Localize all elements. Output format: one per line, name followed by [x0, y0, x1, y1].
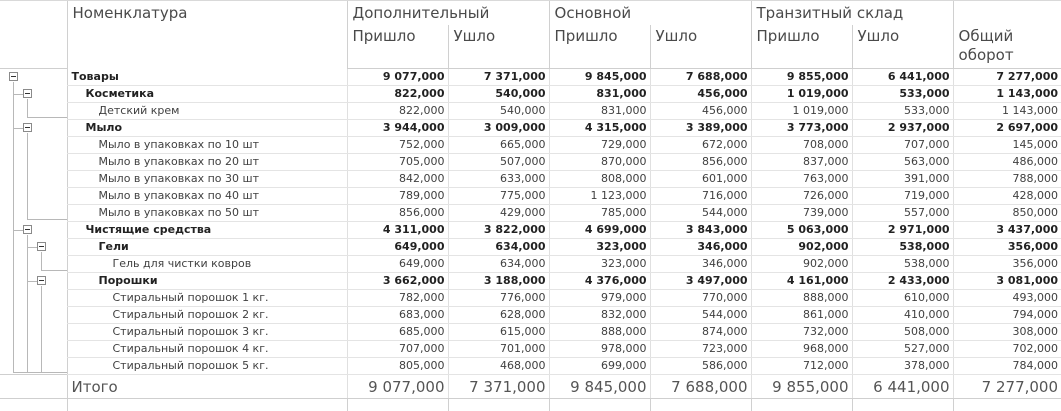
tree-header-corner [0, 1, 67, 25]
row-name: Стиральный порошок 1 кг. [67, 290, 347, 307]
cell-transit-out: 391,000 [852, 171, 953, 188]
cell-additional-in: 782,000 [347, 290, 448, 307]
tree-line [41, 252, 42, 270]
row-name: Мыло в упаковках по 10 шт [67, 137, 347, 154]
tree-gutter [0, 375, 67, 399]
cell-main-out: 3 497,000 [650, 273, 751, 290]
cell-main-in: 888,000 [549, 324, 650, 341]
cell-main-in: 832,000 [549, 307, 650, 324]
cell-transit-out: 508,000 [852, 324, 953, 341]
cell-transit-out: 2 937,000 [852, 120, 953, 137]
cell-main-out: 456,000 [650, 103, 751, 120]
collapse-toggle-icon[interactable] [9, 72, 18, 81]
cell-additional-in: 789,000 [347, 188, 448, 205]
tree-gutter [0, 154, 67, 171]
table-row[interactable] [0, 307, 1061, 324]
cell-transit-in: 902,000 [751, 239, 852, 256]
cell-total-turnover: 356,000 [953, 256, 1061, 273]
cell-additional-out: 540,000 [448, 103, 549, 120]
cell-transit-in: 4 161,000 [751, 273, 852, 290]
cell-additional-in: 707,000 [347, 341, 448, 358]
cell-transit-out: 2 971,000 [852, 222, 953, 239]
cell-total-turnover: 308,000 [953, 324, 1061, 341]
cell-transit-in: 712,000 [751, 358, 852, 375]
cell-transit-out: 538,000 [852, 256, 953, 273]
column-header-total-turnover[interactable]: Общий оборот [953, 25, 1061, 69]
cell-additional-out: 429,000 [448, 205, 549, 222]
total-cell-main-in: 9 845,000 [549, 375, 650, 399]
cell-main-out: 346,000 [650, 239, 751, 256]
row-name: Косметика [67, 86, 347, 103]
tree-line [41, 270, 67, 271]
cell-additional-out: 468,000 [448, 358, 549, 375]
cell-main-in: 785,000 [549, 205, 650, 222]
column-header-group-transit[interactable]: Транзитный склад [751, 1, 953, 25]
table-row[interactable] [0, 103, 1061, 120]
cell-transit-in: 861,000 [751, 307, 852, 324]
column-header-additional-in[interactable]: Пришло [347, 25, 448, 69]
cell-transit-in: 968,000 [751, 341, 852, 358]
cell-additional-in: 3 662,000 [347, 273, 448, 290]
cell-additional-out: 665,000 [448, 137, 549, 154]
cell-transit-in: 902,000 [751, 256, 852, 273]
cell-main-out: 601,000 [650, 171, 751, 188]
cell-total-turnover: 1 143,000 [953, 103, 1061, 120]
row-name: Мыло в упаковках по 40 шт [67, 188, 347, 205]
cell-transit-out: 707,000 [852, 137, 953, 154]
cell-total-turnover: 356,000 [953, 239, 1061, 256]
table-row[interactable] [0, 154, 1061, 171]
row-name: Мыло [67, 120, 347, 137]
cell-additional-in: 822,000 [347, 86, 448, 103]
cell-additional-in: 683,000 [347, 307, 448, 324]
cell-main-out: 770,000 [650, 290, 751, 307]
cell-transit-out: 410,000 [852, 307, 953, 324]
cell-transit-in: 739,000 [751, 205, 852, 222]
cell-transit-in: 837,000 [751, 154, 852, 171]
column-header-nomenclature[interactable]: Номенклатура [67, 1, 347, 69]
cell-transit-in: 5 063,000 [751, 222, 852, 239]
cell-transit-in: 3 773,000 [751, 120, 852, 137]
column-header-transit-out[interactable]: Ушло [852, 25, 953, 69]
cell-transit-out: 719,000 [852, 188, 953, 205]
tree-line [27, 117, 67, 118]
table-row[interactable] [0, 239, 1061, 256]
cell-main-out: 586,000 [650, 358, 751, 375]
total-row [0, 375, 1061, 399]
cell-total-turnover: 788,000 [953, 171, 1061, 188]
tree-line [41, 372, 67, 373]
cell-additional-out: 615,000 [448, 324, 549, 341]
total-cell-total-turnover: 7 277,000 [953, 375, 1061, 399]
tree-gutter [0, 137, 67, 154]
cell-main-in: 4 315,000 [549, 120, 650, 137]
total-cell-transit-in: 9 855,000 [751, 375, 852, 399]
table-row[interactable] [0, 86, 1061, 103]
table-row[interactable] [0, 69, 1061, 86]
cell-transit-out: 538,000 [852, 239, 953, 256]
column-header-total-spacer [953, 1, 1061, 25]
column-header-additional-out[interactable]: Ушло [448, 25, 549, 69]
row-name: Гели [67, 239, 347, 256]
cell-total-turnover: 702,000 [953, 341, 1061, 358]
cell-main-out: 672,000 [650, 137, 751, 154]
table-row[interactable] [0, 290, 1061, 307]
cell-main-in: 1 123,000 [549, 188, 650, 205]
cell-main-out: 3 389,000 [650, 120, 751, 137]
tree-line [13, 94, 23, 95]
cell-transit-in: 1 019,000 [751, 86, 852, 103]
tree-line [27, 281, 37, 282]
total-cell-additional-out: 7 371,000 [448, 375, 549, 399]
tree-gutter [0, 222, 67, 239]
cell-transit-out: 557,000 [852, 205, 953, 222]
collapse-toggle-icon[interactable] [23, 225, 32, 234]
tree-gutter [0, 171, 67, 188]
cell-additional-out: 7 371,000 [448, 69, 549, 86]
cell-main-in: 808,000 [549, 171, 650, 188]
cell-total-turnover: 3 437,000 [953, 222, 1061, 239]
cell-main-in: 699,000 [549, 358, 650, 375]
cell-additional-in: 842,000 [347, 171, 448, 188]
cell-additional-out: 634,000 [448, 239, 549, 256]
cell-main-in: 9 845,000 [549, 69, 650, 86]
cell-additional-in: 705,000 [347, 154, 448, 171]
cell-main-in: 870,000 [549, 154, 650, 171]
collapse-toggle-icon[interactable] [23, 123, 32, 132]
cell-main-out: 874,000 [650, 324, 751, 341]
total-cell-additional-in: 9 077,000 [347, 375, 448, 399]
tree-gutter [0, 120, 67, 137]
cell-main-in: 831,000 [549, 86, 650, 103]
tree-line [27, 99, 28, 117]
tree-gutter [0, 86, 67, 103]
table-row[interactable] [0, 256, 1061, 273]
row-name: Гель для чистки ковров [67, 256, 347, 273]
collapse-toggle-icon[interactable] [37, 276, 46, 285]
collapse-toggle-icon[interactable] [23, 89, 32, 98]
table-row[interactable] [0, 171, 1061, 188]
cell-additional-in: 649,000 [347, 256, 448, 273]
cell-additional-in: 9 077,000 [347, 69, 448, 86]
cell-main-out: 544,000 [650, 205, 751, 222]
cell-additional-out: 775,000 [448, 188, 549, 205]
cell-additional-in: 752,000 [347, 137, 448, 154]
cell-total-turnover: 2 697,000 [953, 120, 1061, 137]
tree-gutter [0, 341, 67, 358]
tree-header-corner-lower [0, 25, 67, 69]
tree-line [13, 230, 23, 231]
tree-line [13, 128, 23, 129]
cell-additional-out: 540,000 [448, 86, 549, 103]
column-header-main-in[interactable]: Пришло [549, 25, 650, 69]
cell-total-turnover: 850,000 [953, 205, 1061, 222]
cell-main-out: 716,000 [650, 188, 751, 205]
column-header-group-main[interactable]: Основной [549, 1, 751, 25]
cell-transit-out: 2 433,000 [852, 273, 953, 290]
cell-total-turnover: 493,000 [953, 290, 1061, 307]
cell-main-out: 456,000 [650, 86, 751, 103]
tree-line [27, 235, 28, 372]
cell-total-turnover: 145,000 [953, 137, 1061, 154]
table-row[interactable] [0, 358, 1061, 375]
cell-transit-in: 9 855,000 [751, 69, 852, 86]
cell-total-turnover: 3 081,000 [953, 273, 1061, 290]
cell-transit-in: 732,000 [751, 324, 852, 341]
cell-main-in: 978,000 [549, 341, 650, 358]
cell-additional-in: 685,000 [347, 324, 448, 341]
cell-transit-in: 888,000 [751, 290, 852, 307]
column-header-group-additional[interactable]: Дополнительный [347, 1, 549, 25]
tree-line [27, 219, 67, 220]
cell-additional-out: 776,000 [448, 290, 549, 307]
cell-additional-out: 3 009,000 [448, 120, 549, 137]
total-cell-transit-out: 6 441,000 [852, 375, 953, 399]
cell-additional-out: 3 822,000 [448, 222, 549, 239]
cell-additional-out: 628,000 [448, 307, 549, 324]
cell-additional-out: 701,000 [448, 341, 549, 358]
table-row[interactable] [0, 205, 1061, 222]
cell-additional-out: 633,000 [448, 171, 549, 188]
cell-main-out: 723,000 [650, 341, 751, 358]
cell-transit-in: 763,000 [751, 171, 852, 188]
cell-main-in: 323,000 [549, 239, 650, 256]
table-row[interactable] [0, 341, 1061, 358]
cell-additional-out: 3 188,000 [448, 273, 549, 290]
table-row[interactable] [0, 324, 1061, 341]
cell-transit-in: 708,000 [751, 137, 852, 154]
table-row[interactable] [0, 273, 1061, 290]
tree-gutter [0, 188, 67, 205]
cell-total-turnover: 428,000 [953, 188, 1061, 205]
row-name: Стиральный порошок 5 кг. [67, 358, 347, 375]
table-row[interactable] [0, 222, 1061, 239]
cell-total-turnover: 1 143,000 [953, 86, 1061, 103]
cell-additional-out: 634,000 [448, 256, 549, 273]
cell-additional-in: 805,000 [347, 358, 448, 375]
row-name: Товары [67, 69, 347, 86]
cell-total-turnover: 794,000 [953, 307, 1061, 324]
cell-main-out: 3 843,000 [650, 222, 751, 239]
cell-main-out: 856,000 [650, 154, 751, 171]
row-name: Мыло в упаковках по 30 шт [67, 171, 347, 188]
table-row[interactable] [0, 120, 1061, 137]
cell-main-out: 346,000 [650, 256, 751, 273]
cell-transit-out: 610,000 [852, 290, 953, 307]
cell-transit-out: 378,000 [852, 358, 953, 375]
row-name: Стиральный порошок 2 кг. [67, 307, 347, 324]
cell-main-out: 7 688,000 [650, 69, 751, 86]
cell-total-turnover: 784,000 [953, 358, 1061, 375]
cell-transit-out: 527,000 [852, 341, 953, 358]
row-name: Порошки [67, 273, 347, 290]
cell-main-in: 831,000 [549, 103, 650, 120]
row-name: Мыло в упаковках по 50 шт [67, 205, 347, 222]
tree-line [27, 247, 37, 248]
column-header-transit-in[interactable]: Пришло [751, 25, 852, 69]
cell-additional-in: 4 311,000 [347, 222, 448, 239]
row-name: Стиральный порошок 3 кг. [67, 324, 347, 341]
tree-line [27, 133, 28, 219]
cell-total-turnover: 7 277,000 [953, 69, 1061, 86]
row-name: Детский крем [67, 103, 347, 120]
cell-transit-out: 533,000 [852, 103, 953, 120]
row-name: Мыло в упаковках по 20 шт [67, 154, 347, 171]
cell-additional-out: 507,000 [448, 154, 549, 171]
tree-gutter [0, 290, 67, 307]
cell-main-in: 979,000 [549, 290, 650, 307]
tree-line [41, 286, 42, 372]
cell-additional-in: 3 944,000 [347, 120, 448, 137]
cell-additional-in: 856,000 [347, 205, 448, 222]
table-row[interactable] [0, 188, 1061, 205]
cell-transit-out: 6 441,000 [852, 69, 953, 86]
cell-main-out: 544,000 [650, 307, 751, 324]
cell-main-in: 729,000 [549, 137, 650, 154]
tree-gutter [0, 324, 67, 341]
row-name: Чистящие средства [67, 222, 347, 239]
cell-main-in: 4 376,000 [549, 273, 650, 290]
collapse-toggle-icon[interactable] [37, 242, 46, 251]
total-label: Итого [67, 375, 347, 399]
cell-additional-in: 822,000 [347, 103, 448, 120]
cell-transit-out: 563,000 [852, 154, 953, 171]
cell-main-in: 323,000 [549, 256, 650, 273]
cell-transit-in: 726,000 [751, 188, 852, 205]
column-header-main-out[interactable]: Ушло [650, 25, 751, 69]
cell-main-in: 4 699,000 [549, 222, 650, 239]
cell-total-turnover: 486,000 [953, 154, 1061, 171]
total-cell-main-out: 7 688,000 [650, 375, 751, 399]
table-row[interactable] [0, 137, 1061, 154]
cell-transit-out: 533,000 [852, 86, 953, 103]
cell-additional-in: 649,000 [347, 239, 448, 256]
tree-gutter [0, 307, 67, 324]
cell-transit-in: 1 019,000 [751, 103, 852, 120]
row-name: Стиральный порошок 4 кг. [67, 341, 347, 358]
tree-line [13, 82, 14, 372]
